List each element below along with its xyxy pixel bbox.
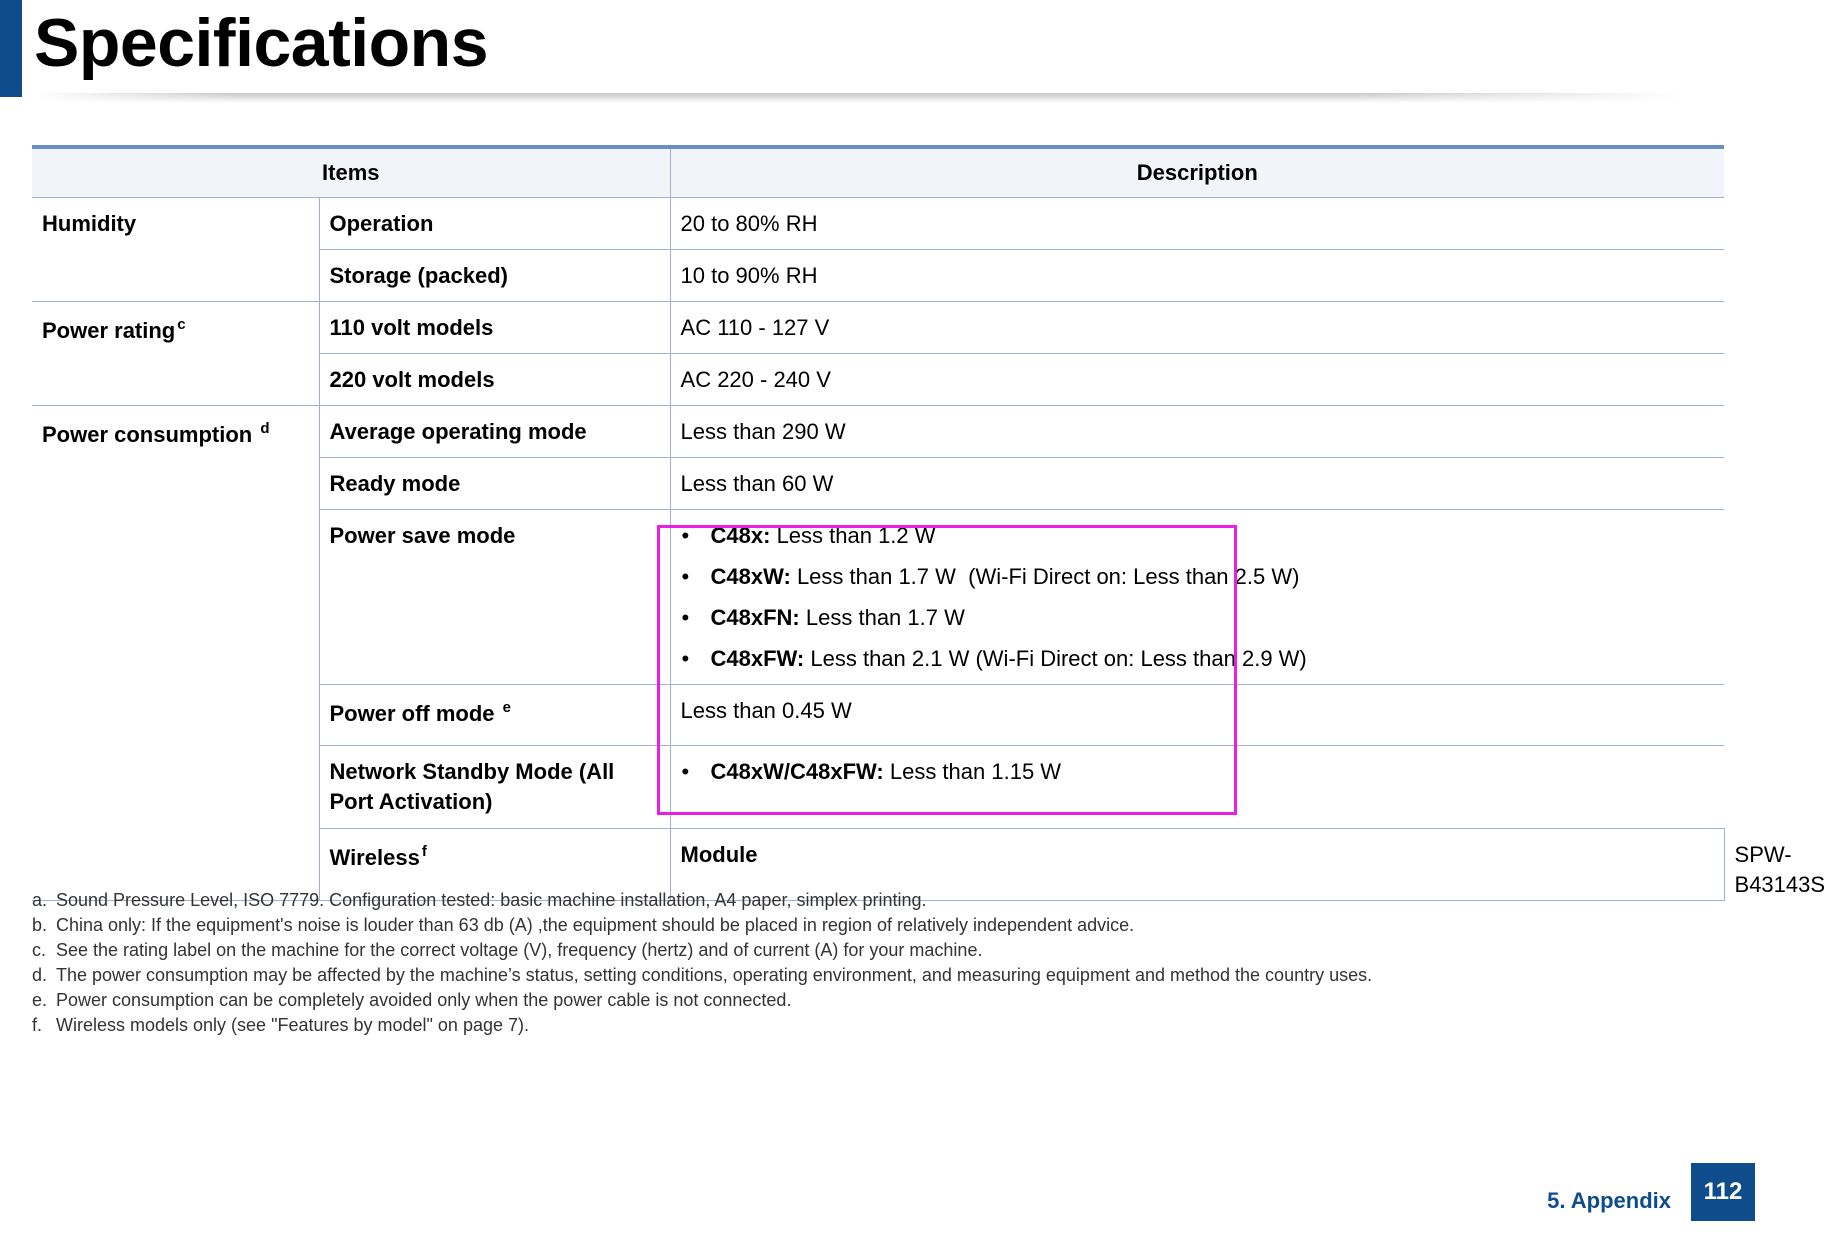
footnote-a: a. Sound Pressure Level, ISO 7779. Configuration tested: basic machine installation, A4 paper, simplex printing. — [32, 890, 927, 910]
value-storage: 10 to 90% RH — [670, 250, 1724, 302]
footnote-ref-f: f — [421, 843, 427, 860]
list-item — [681, 521, 1715, 551]
footnote-b: b. China only: If the equipment's noise is louder than 63 db (A) ,the equipment should be placed in region of relatively independent advice. — [32, 915, 1135, 935]
chapter-accent-bar — [0, 0, 22, 97]
table-row: Wireless $^f$ Module SPW-B43143S — [32, 829, 1724, 901]
category-power-rating-label: Power rating — [42, 318, 176, 343]
list-item — [681, 562, 1715, 592]
category-power-rating — [32, 302, 319, 406]
item-110-volt: 110 volt models — [319, 302, 670, 354]
footnote-d: d. The power consumption may be affected by the machine’s status, setting conditions, operating environment, and measuring equipment and method the country uses. — [32, 965, 1373, 985]
page-title: Specifications — [34, 5, 489, 81]
power-save-list — [681, 521, 1715, 674]
footnote-ref-c: c — [177, 316, 186, 333]
title-divider — [34, 93, 1684, 103]
model-value: Less than 2.1 W (Wi-Fi Direct on: Less than 2.9 W) — [810, 646, 1307, 671]
value-220-volt: AC 220 - 240 V — [670, 354, 1724, 406]
item-operation: Operation — [319, 198, 670, 250]
value-110-volt: AC 110 - 127 V — [670, 302, 1724, 354]
item-storage: Storage (packed) — [319, 250, 670, 302]
network-standby-list — [681, 757, 1715, 787]
table-header-row — [32, 147, 1724, 198]
model-value: Less than 1.15 W — [889, 759, 1062, 784]
model-value: Less than 1.7 W (Wi-Fi Direct on: Less than 2.5 W) — [796, 564, 1300, 589]
model-value: Less than 1.7 W — [805, 605, 965, 630]
item-module: Module — [670, 829, 1724, 901]
value-power-save-mode — [670, 510, 1724, 685]
table-row — [32, 198, 1724, 250]
page-footer — [1547, 1163, 1755, 1221]
item-network-standby-mode: Network Standby Mode (All Port Activation) — [319, 746, 670, 829]
item-220-volt: 220 volt models — [319, 354, 670, 406]
item-power-off-mode — [319, 685, 670, 746]
model-name: C48xW: — [710, 564, 791, 589]
item-power-save-mode: Power save mode — [319, 510, 670, 685]
value-network-standby-mode — [670, 746, 1724, 829]
chapter-label: 5. Appendix — [1547, 1188, 1671, 1213]
model-name: C48xFN: — [710, 605, 800, 630]
value-average-operating-mode: Less than 290 W — [670, 406, 1724, 458]
model-name: C48x: — [710, 523, 771, 548]
model-name: C48xFW: — [710, 646, 805, 671]
value-power-off-mode: Less than 0.45 W — [670, 685, 1724, 746]
model-value: Less than 1.2 W — [776, 523, 936, 548]
category-wireless-label: Wireless — [329, 845, 420, 870]
item-power-off-mode-label: Power off mode — [329, 701, 495, 726]
category-power-consumption — [32, 406, 319, 901]
table-row — [32, 406, 1724, 458]
value-operation: 20 to 80% RH — [670, 198, 1724, 250]
model-name: C48xW/C48xFW: — [710, 759, 884, 784]
footnote-ref-e: e — [502, 699, 511, 716]
header-items: Items — [32, 147, 670, 198]
list-item — [681, 644, 1715, 674]
list-item — [681, 603, 1715, 633]
category-power-consumption-label: Power consumption — [42, 422, 253, 447]
table-row — [32, 302, 1724, 354]
value-ready-mode: Less than 60 W — [670, 458, 1724, 510]
footnotes — [32, 888, 1732, 1038]
category-humidity: Humidity — [32, 198, 319, 302]
list-item — [681, 757, 1715, 787]
specifications-table — [32, 145, 1825, 901]
page-number: 112 — [1691, 1163, 1755, 1221]
footnote-c: c. See the rating label on the machine for the correct voltage (V), frequency (hertz) and of current (A) for your machine. — [32, 940, 983, 960]
footnote-ref-d: d — [260, 420, 270, 437]
item-ready-mode: Ready mode — [319, 458, 670, 510]
footnote-e: e. Power consumption can be completely avoided only when the power cable is not connected. — [32, 990, 792, 1010]
footnote-f: f. Wireless models only (see "Features by model" on page 7). — [32, 1015, 529, 1035]
item-average-operating-mode: Average operating mode — [319, 406, 670, 458]
header-description: Description — [670, 147, 1724, 198]
